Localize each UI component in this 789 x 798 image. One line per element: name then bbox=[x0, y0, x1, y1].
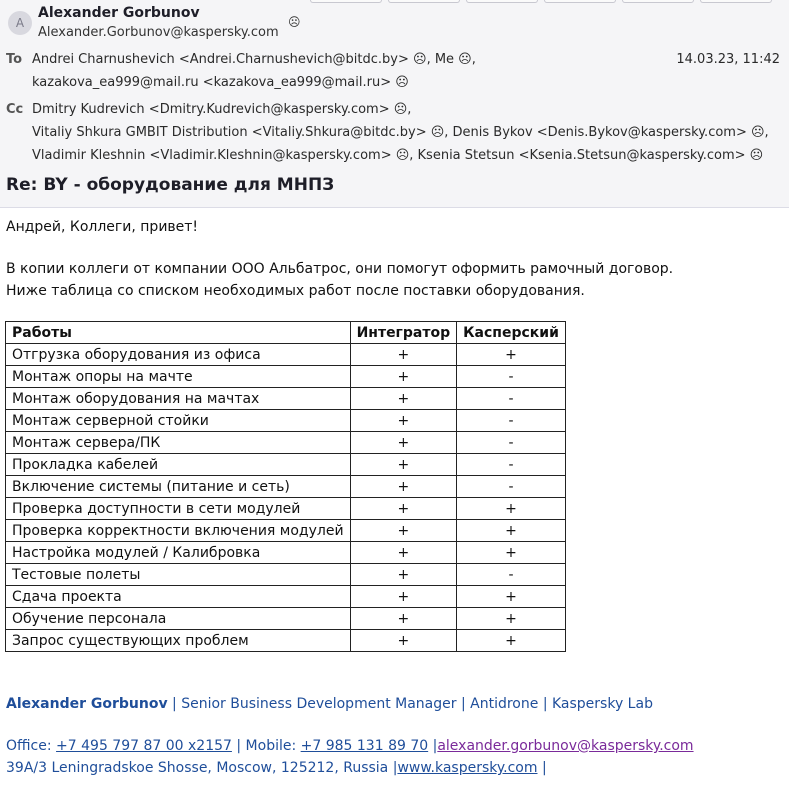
signature-company: Kaspersky Lab bbox=[551, 696, 653, 712]
message-body bbox=[6, 216, 781, 302]
message-subject: Re: BY - оборудование для МНПЗ bbox=[6, 175, 335, 195]
mobile-label: Mobile: bbox=[245, 738, 297, 754]
cell-kaspersky: + bbox=[457, 586, 566, 608]
cell-integrator: + bbox=[350, 608, 457, 630]
to-label: To bbox=[6, 52, 23, 67]
cell-kaspersky: + bbox=[457, 344, 566, 366]
cell-integrator: + bbox=[350, 586, 457, 608]
column-header-integrator: Интегратор bbox=[350, 322, 457, 344]
separator: | bbox=[541, 760, 547, 776]
cell-integrator: + bbox=[350, 454, 457, 476]
cell-work: Сдача проекта bbox=[6, 586, 351, 608]
column-header-works: Работы bbox=[6, 322, 351, 344]
works-table bbox=[5, 321, 566, 652]
toolbar-button[interactable] bbox=[466, 0, 538, 3]
separator: | bbox=[236, 738, 242, 754]
message-header bbox=[0, 0, 789, 208]
cell-work: Монтаж оборудования на мачтах bbox=[6, 388, 351, 410]
toolbar-button[interactable] bbox=[310, 0, 382, 3]
sender-email[interactable]: Alexander.Gorbunov@kaspersky.com bbox=[38, 25, 279, 40]
toolbar-button[interactable] bbox=[544, 0, 616, 3]
paragraph-1: В копии коллеги от компании ООО Альбатрос, они помогут оформить рамочный договор. bbox=[6, 261, 674, 277]
table-row bbox=[6, 432, 566, 454]
cell-integrator: + bbox=[350, 388, 457, 410]
table-row bbox=[6, 366, 566, 388]
table-row bbox=[6, 388, 566, 410]
office-label: Office: bbox=[6, 738, 52, 754]
cell-kaspersky: + bbox=[457, 542, 566, 564]
cell-work: Монтаж сервера/ПК bbox=[6, 432, 351, 454]
cell-work: Запрос существующих проблем bbox=[6, 630, 351, 652]
cell-kaspersky: + bbox=[457, 608, 566, 630]
contact-icon[interactable]: ☹ bbox=[288, 15, 301, 29]
separator: | bbox=[432, 738, 438, 754]
greeting: Андрей, Коллеги, привет! bbox=[6, 219, 199, 235]
cell-integrator: + bbox=[350, 564, 457, 586]
table-row bbox=[6, 630, 566, 652]
cell-kaspersky: - bbox=[457, 366, 566, 388]
column-header-kaspersky: Касперский bbox=[457, 322, 566, 344]
separator: | bbox=[542, 696, 548, 712]
cell-work: Отгрузка оборудования из офиса bbox=[6, 344, 351, 366]
sender-name[interactable]: Alexander Gorbunov bbox=[38, 5, 200, 21]
cell-kaspersky: - bbox=[457, 476, 566, 498]
cell-work: Монтаж серверной стойки bbox=[6, 410, 351, 432]
cell-work: Тестовые полеты bbox=[6, 564, 351, 586]
cell-integrator: + bbox=[350, 498, 457, 520]
email-link[interactable]: alexander.gorbunov@kaspersky.com bbox=[437, 738, 694, 754]
signature-line-3 bbox=[6, 760, 547, 776]
cell-work: Обучение персонала bbox=[6, 608, 351, 630]
website-link[interactable]: www.kaspersky.com bbox=[397, 760, 538, 776]
cell-work: Включение системы (питание и сеть) bbox=[6, 476, 351, 498]
signature-address: 39A/3 Leningradskoe Shosse, Moscow, 125212, Russia bbox=[6, 760, 389, 776]
cell-integrator: + bbox=[350, 630, 457, 652]
to-recipients-line-1[interactable]: Andrei Charnushevich <Andrei.Charnushevich@bitdc.by> ☹, Me ☹, bbox=[32, 52, 476, 67]
separator: | bbox=[392, 760, 398, 776]
table-row bbox=[6, 564, 566, 586]
table-row bbox=[6, 454, 566, 476]
table-row bbox=[6, 476, 566, 498]
mobile-phone-link[interactable]: +7 985 131 89 70 bbox=[300, 738, 429, 754]
cell-work: Прокладка кабелей bbox=[6, 454, 351, 476]
cell-integrator: + bbox=[350, 476, 457, 498]
to-recipients-line-2[interactable]: kazakova_ea999@mail.ru <kazakova_ea999@mail.ru> ☹ bbox=[32, 75, 409, 90]
toolbar-button[interactable] bbox=[388, 0, 460, 3]
cell-kaspersky: - bbox=[457, 432, 566, 454]
table-row bbox=[6, 498, 566, 520]
signature-unit: Antidrone bbox=[470, 696, 539, 712]
table-row bbox=[6, 608, 566, 630]
table-row bbox=[6, 520, 566, 542]
toolbar-buttons bbox=[310, 0, 778, 4]
message-date: 14.03.23, 11:42 bbox=[676, 52, 780, 67]
cell-kaspersky: + bbox=[457, 520, 566, 542]
cell-integrator: + bbox=[350, 344, 457, 366]
cell-kaspersky: - bbox=[457, 410, 566, 432]
table-header-row bbox=[6, 322, 566, 344]
cell-kaspersky: + bbox=[457, 630, 566, 652]
cell-work: Монтаж опоры на мачте bbox=[6, 366, 351, 388]
office-phone-link[interactable]: +7 495 797 87 00 x2157 bbox=[56, 738, 232, 754]
toolbar-button[interactable] bbox=[700, 0, 772, 3]
cell-work: Настройка модулей / Калибровка bbox=[6, 542, 351, 564]
cc-recipients-line-3[interactable]: Vladimir Kleshnin <Vladimir.Kleshnin@kaspersky.com> ☹, Ksenia Stetsun <Ksenia.Stetsun@kaspersky.com> ☹ bbox=[32, 148, 764, 163]
paragraph-2: Ниже таблица со списком необходимых работ после поставки оборудования. bbox=[6, 283, 585, 299]
cell-kaspersky: - bbox=[457, 564, 566, 586]
table-row bbox=[6, 344, 566, 366]
cell-integrator: + bbox=[350, 410, 457, 432]
cell-integrator: + bbox=[350, 432, 457, 454]
signature-name: Alexander Gorbunov bbox=[6, 696, 168, 712]
table-row bbox=[6, 542, 566, 564]
cc-label: Cc bbox=[6, 102, 24, 117]
separator: | bbox=[460, 696, 466, 712]
toolbar-button[interactable] bbox=[622, 0, 694, 3]
table-row bbox=[6, 410, 566, 432]
cc-recipients-line-1[interactable]: Dmitry Kudrevich <Dmitry.Kudrevich@kaspersky.com> ☹, bbox=[32, 102, 412, 117]
separator: | bbox=[172, 696, 177, 712]
cell-integrator: + bbox=[350, 542, 457, 564]
cell-kaspersky: - bbox=[457, 388, 566, 410]
cc-recipients-line-2[interactable]: Vitaliy Shkura GMBIT Distribution <Vitaliy.Shkura@bitdc.by> ☹, Denis Bykov <Denis.Bykov@kaspersky.com> ☹, bbox=[32, 125, 769, 140]
cell-work: Проверка доступности в сети модулей bbox=[6, 498, 351, 520]
cell-kaspersky: - bbox=[457, 454, 566, 476]
cell-integrator: + bbox=[350, 366, 457, 388]
cell-integrator: + bbox=[350, 520, 457, 542]
cell-kaspersky: + bbox=[457, 498, 566, 520]
signature-line-1 bbox=[6, 696, 653, 712]
signature-line-2 bbox=[6, 738, 694, 754]
sender-avatar: A bbox=[8, 11, 32, 35]
signature-title: Senior Business Development Manager bbox=[181, 696, 457, 712]
cell-work: Проверка корректности включения модулей bbox=[6, 520, 351, 542]
table-row bbox=[6, 586, 566, 608]
